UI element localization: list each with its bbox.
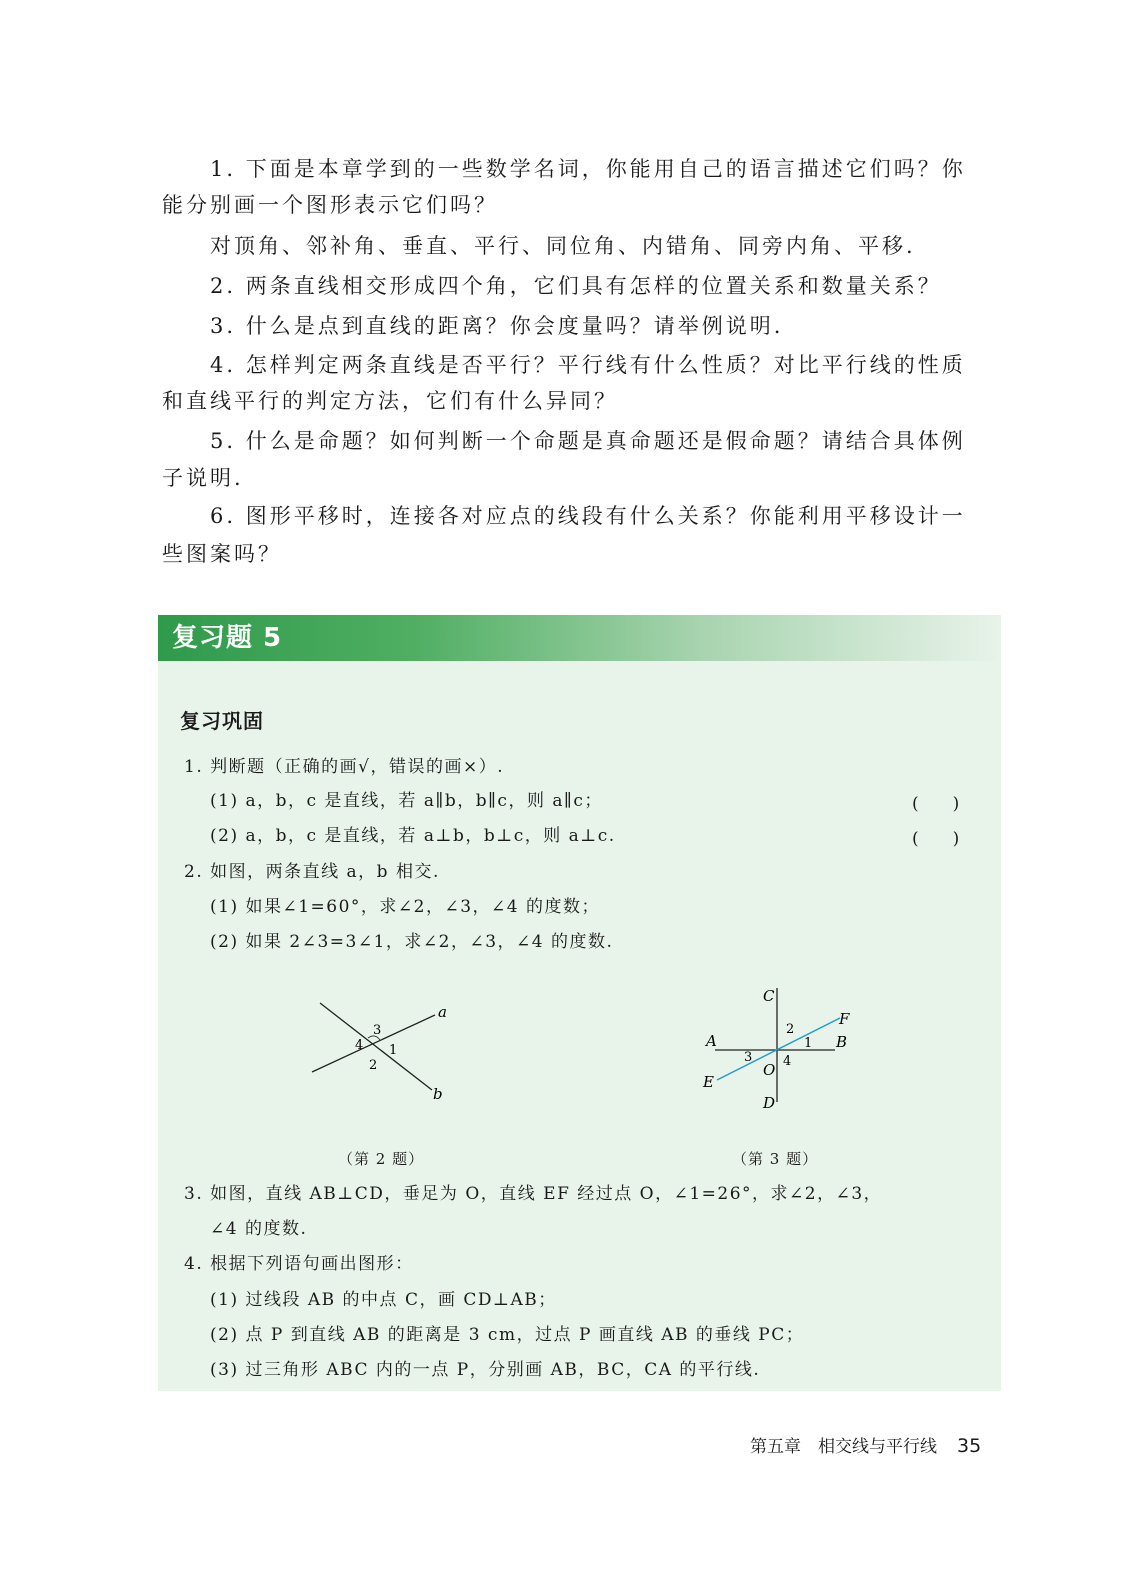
figure-exercise-2	[300, 995, 470, 1105]
label-C: C	[763, 987, 775, 1005]
question-1-line-1: 1. 下面是本章学到的一些数学名词，你能用自己的语言描述它们吗？你	[210, 157, 966, 181]
label-a: a	[438, 1003, 447, 1021]
exercise-4-part-3: (3) 过三角形 ABC 内的一点 P，分别画 AB，BC，CA 的平行线.	[210, 1360, 761, 1380]
exercise-2-part-1: (1) 如果∠1=60°，求∠2，∠3，∠4 的度数；	[210, 897, 601, 917]
question-4-line-1: 4. 怎样判定两条直线是否平行？平行线有什么性质？对比平行线的性质	[210, 353, 966, 377]
label-E: E	[703, 1073, 714, 1091]
answer-blank-2: ( )	[912, 829, 960, 849]
label-1: 1	[804, 1036, 813, 1051]
question-5-line-1: 5. 什么是命题？如何判断一个命题是真命题还是假命题？请结合具体例	[210, 429, 966, 453]
question-1-terms: 对顶角、邻补角、垂直、平行、同位角、内错角、同旁内角、平移.	[210, 234, 916, 258]
label-A: A	[706, 1032, 717, 1050]
label-3: 3	[373, 1023, 382, 1038]
label-4: 4	[783, 1054, 792, 1069]
question-4-line-2: 和直线平行的判定方法，它们有什么异同？	[162, 389, 618, 413]
exercise-2: 2. 如图，两条直线 a，b 相交.	[184, 862, 440, 882]
exercise-1-part-1: (1) a，b，c 是直线，若 a∥b，b∥c，则 a∥c；	[210, 791, 603, 811]
exercise-2-part-2: (2) 如果 2∠3=3∠1，求∠2，∠3，∠4 的度数.	[210, 932, 614, 952]
question-5-line-2: 子说明.	[162, 466, 244, 490]
figure-exercise-3	[700, 985, 870, 1115]
exercise-4: 4. 根据下列语句画出图形：	[184, 1254, 414, 1274]
review-banner-title: 复习题 5	[172, 623, 283, 653]
question-1-line-2: 能分别画一个图形表示它们吗？	[162, 193, 498, 217]
label-1: 1	[389, 1043, 398, 1058]
exercise-1: 1. 判断题（正确的画√，错误的画×）.	[184, 757, 505, 777]
question-3: 3. 什么是点到直线的距离？你会度量吗？请举例说明.	[210, 314, 784, 338]
label-B: B	[836, 1033, 848, 1051]
label-2: 2	[786, 1022, 795, 1037]
line-EF	[717, 1018, 840, 1080]
line-b	[320, 1003, 432, 1090]
exercise-3-line-2: ∠4 的度数.	[210, 1219, 308, 1239]
label-3: 3	[744, 1050, 753, 1065]
review-banner	[158, 615, 1001, 661]
answer-blank-1: ( )	[912, 794, 960, 814]
page-number: 35	[957, 1435, 982, 1457]
figure-3-caption: （第 3 题）	[732, 1150, 819, 1168]
question-6-line-2: 些图案吗？	[162, 542, 282, 566]
label-F: F	[839, 1010, 850, 1028]
exercise-4-part-2: (2) 点 P 到直线 AB 的距离是 3 cm，过点 P 画直线 AB 的垂线 PC；	[210, 1325, 805, 1345]
label-b: b	[433, 1085, 443, 1103]
exercise-4-part-1: (1) 过线段 AB 的中点 C，画 CD⊥AB；	[210, 1290, 557, 1310]
label-4: 4	[355, 1038, 364, 1053]
label-2: 2	[369, 1058, 378, 1073]
exercise-1-part-2: (2) a，b，c 是直线，若 a⊥b，b⊥c，则 a⊥c.	[210, 826, 616, 846]
label-O: O	[763, 1061, 776, 1079]
page-footer	[750, 1432, 981, 1457]
figure-2-caption: （第 2 题）	[338, 1150, 425, 1168]
review-subtitle: 复习巩固	[180, 709, 264, 733]
question-2: 2. 两条直线相交形成四个角，它们具有怎样的位置关系和数量关系？	[210, 274, 942, 298]
question-6-line-1: 6. 图形平移时，连接各对应点的线段有什么关系？你能利用平移设计一	[210, 504, 966, 528]
label-D: D	[763, 1094, 776, 1112]
chapter-title: 第五章 相交线与平行线	[750, 1437, 937, 1457]
exercise-3-line-1: 3. 如图，直线 AB⊥CD，垂足为 O，直线 EF 经过点 O，∠1=26°，求∠2，∠3，	[184, 1184, 883, 1204]
